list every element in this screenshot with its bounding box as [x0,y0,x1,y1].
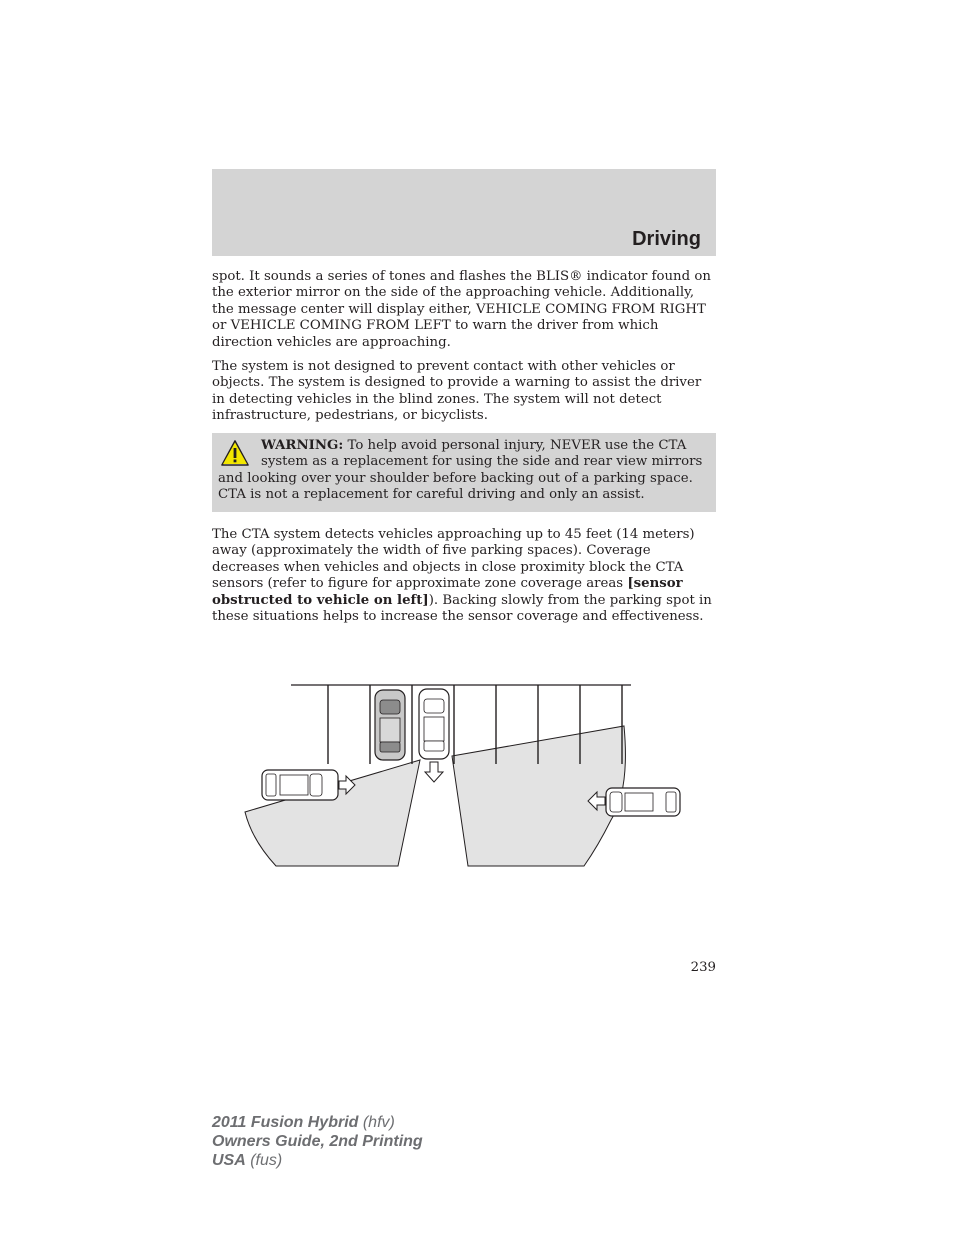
parked-car-icon [375,690,405,760]
left-approaching-car-icon [262,770,338,800]
cta-text-bold: [sensor obstructed to vehicle on left] [212,576,683,608]
right-approaching-car-icon [606,788,680,816]
paragraph-blis-alert: spot. It sounds a series of tones and flashes the BLIS® indicator found on the exterior mirror on the side of the approaching vehicle. Additionally, the message center will display either, VEHICLE COMING FROM RIGHT or VEHICLE COMING FROM LEFT to warn the driver from which direction vehicles are approaching. [212,269,711,350]
warning-body: To help avoid personal injury, NEVER use the CTA system as a replacement for using the side and rear view mirrors and looking over your shoulder before backing out of a parking space. CTA is not a replacement for careful driving and only an assist. [218,438,703,503]
footer-line-2: Owners Guide, 2nd Printing [212,1133,423,1150]
footer-line-3: USA (fus) [212,1152,283,1169]
warning-box [212,433,716,512]
cta-coverage-diagram [240,680,690,875]
cta-text-end: ). Backing slowly from the parking spot in these situations helps to increase the sensor coverage and effectiveness. [212,592,712,625]
footer-publication-info [212,1113,423,1170]
warning-label: WARNING: [261,438,344,453]
footer-line-1: 2011 Fusion Hybrid (hfv) [212,1114,395,1131]
paragraph-cta-coverage [212,527,716,625]
header-band [212,169,716,256]
paragraph-system-limits: The system is not designed to prevent contact with other vehicles or objects. The system is designed to provide a warning to assist the driver in detecting vehicles in the blind zones. The system will not detect infrastructure, pedestrians, or bicyclists. [212,359,702,424]
backing-direction-arrow [425,762,443,782]
cta-text-start: The CTA system detects vehicles approaching up to 45 feet (14 meters) away (approximately the width of five parking spaces). Coverage decreases when vehicles and objects in close proximity block the CTA sensors (refer to figure for approximate zone coverage areas [212,527,695,592]
warning-text [218,438,710,504]
page-number: 239 [690,960,716,975]
section-title: Driving [632,228,701,250]
backing-car-icon [419,689,449,759]
right-coverage-zone [452,726,625,866]
